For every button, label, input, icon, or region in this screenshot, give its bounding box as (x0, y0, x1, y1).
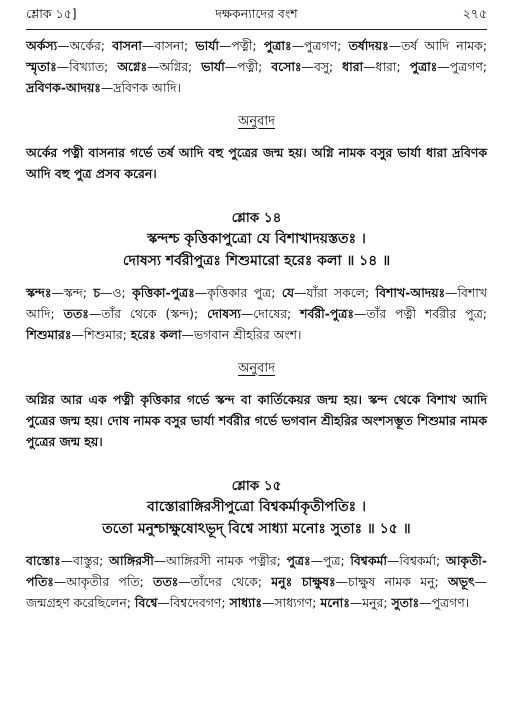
synonym-meaning: —পত্নী; (218, 38, 264, 53)
header-verse-ref: শ্লোক ১৫] (26, 6, 77, 21)
synonym-meaning: —দোষের; (240, 306, 301, 321)
synonym-term: হরেঃ কলা (130, 327, 182, 342)
synonym-term: অর্কস্য (26, 38, 58, 53)
synonym-meaning: —পুত্রগণ। (419, 595, 470, 610)
synonym-term: বিশ্বকর্মা (350, 553, 387, 568)
synonym-term: ভার্যা (201, 59, 225, 74)
translation-heading: অনুবাদ (238, 114, 275, 129)
synonym-meaning: —চাক্ষুষ নামক মনু; (335, 574, 449, 589)
header-chapter-title: দক্ষকন্যাদের বংশ (215, 6, 298, 21)
synonym-meaning: —আকৃতীর পতি; (53, 574, 154, 589)
synonym-meaning: —স্কন্দ; (51, 285, 94, 300)
synonym-term: কৃত্তিকা-পুত্রঃ (132, 285, 195, 300)
verse-15-line-2: ততো মনুশ্চাক্ষুষোঽভূদ্ বিশ্বে সাধ্যা মনোঃ সুতাঃ ॥ ১৫ ॥ (102, 521, 411, 537)
synonym-term: তর্ষাদয়ঃ (348, 38, 389, 53)
synonym-meaning: —বিশাখ আদি; (26, 285, 488, 321)
synonym-term: শর্বরী-পুত্রঃ (300, 306, 354, 321)
synonym-term: ততঃ (63, 306, 89, 321)
synonym-meaning: —অগ্নির; (147, 59, 202, 74)
synonym-meaning: —সাধ্যগণ; (261, 595, 321, 610)
synonym-term: মনোঃ (320, 595, 350, 610)
synonym-meaning: —তাঁর পত্নী শর্বরীর পুত্র; (353, 306, 487, 321)
synonym-meaning: —পুত্রগণ; (437, 59, 487, 74)
synonym-term: বাস্তোঃ (26, 553, 61, 568)
synonym-meaning: —অর্কের; (57, 38, 113, 53)
synonym-meaning: —বাস্তুর; (60, 553, 110, 568)
synonym-term: ততঃ (153, 574, 179, 589)
synonym-meaning: —কৃত্তিকার পুত্র; (194, 285, 282, 300)
synonym-term: বাসনা (112, 38, 142, 53)
synonym-term: পুত্রঃ (286, 553, 311, 568)
synonym-meaning: —তাঁদের থেকে; (178, 574, 272, 589)
synonym-meaning: —যাঁরা সকলে; (293, 285, 376, 300)
synonym-meaning: —মনুর; (349, 595, 392, 610)
synonym-meaning: —পত্নী; (224, 59, 272, 74)
synonym-meaning: —ভগবান শ্রীহরির অংশ। (181, 327, 302, 342)
synonym-term: অগ্নেঃ (117, 59, 148, 74)
synonym-term: ভার্যা (195, 38, 219, 53)
page-content (26, 35, 487, 613)
synonym-term: শিশুমারঃ (26, 327, 72, 342)
synonym-term: বসোঃ (271, 59, 302, 74)
synonym-term: যে (281, 285, 294, 300)
synonym-term: মনুঃ চাক্ষুষঃ (271, 574, 336, 589)
synonyms-verse-14 (26, 282, 487, 345)
synonym-meaning: —বসু; (301, 59, 343, 74)
synonym-meaning: —জন্মগ্রহণ করেছিলেন; (26, 574, 487, 610)
synonym-term: পুত্রাঃ (263, 38, 292, 53)
synonym-term: আকৃতী-পতিঃ (26, 553, 487, 589)
translation-verse-13: অর্কের পত্নী বাসনার গর্ভে তর্ষ আদি বহু পুত্রের জন্ম হয়। অগ্নি নামক বসুর ভার্যা ধারা দ্রবিণক আদি বহু পুত্র প্রসব করেন। (26, 145, 487, 181)
synonym-meaning: —বিশ্বদেবগণ; (157, 595, 230, 610)
synonym-meaning: —পুত্র; (310, 553, 351, 568)
header-page-number: ২৭৫ (462, 6, 487, 21)
synonym-term: দ্রবিণক-আদয়ঃ (26, 80, 101, 95)
verse-15-title: শ্লোক ১৫ (231, 478, 282, 494)
synonym-term: বিশ্বে (134, 595, 158, 610)
synonym-meaning: —আঙ্গিরসী নামক পত্নীর; (153, 553, 287, 568)
synonym-term: অভূৎ (448, 574, 475, 589)
verse-15-line-1: বাস্তোরাঙ্গিরসীপুত্রো বিশ্বকর্মাকৃতীপতিঃ । (146, 499, 367, 515)
synonym-term: বিশাখ-আদয়ঃ (375, 285, 446, 300)
synonym-meaning: —শিশুমার; (71, 327, 131, 342)
translation-verse-14: অগ্নির আর এক পত্নী কৃত্তিকার গর্ভে স্কন্দ বা কার্তিকেয়র জন্ম হয়। স্কন্দ থেকে বিশাখ আদি পুত্রের জন্ম হয়। দোষ নামক বসুর ভার্যা শর্বরীর গর্ভে ভগবান শ্রীহরির অংশসম্ভূত শিশুমার নামক পুত্রের জন্ম হয়। (26, 392, 487, 449)
synonym-term: স্কন্দঃ (26, 285, 52, 300)
synonym-meaning: —পুত্রগণ; (291, 38, 349, 53)
synonym-term: সাধ্যাঃ (229, 595, 262, 610)
verse-14-line-2: দোষস্য শর্বরীপুত্রঃ শিশুমারো হরেঃ কলা ॥ ১৪ ॥ (122, 253, 391, 269)
synonym-meaning: —ধারা; (363, 59, 410, 74)
synonym-term: পুত্রাঃ (409, 59, 438, 74)
synonym-meaning: —তর্ষ আদি নামক; (388, 38, 488, 53)
synonym-meaning: —ও; (100, 285, 133, 300)
synonym-meaning: —তাঁর থেকে (স্কন্দ); (88, 306, 208, 321)
synonym-meaning: —দ্রবিণক আদি। (100, 80, 181, 95)
verse-14-title: শ্লোক ১৪ (231, 210, 282, 226)
translation-heading: অনুবাদ (238, 361, 275, 376)
verse-14-line-1: স্কন্দশ্চ কৃত্তিকাপুত্রো যে বিশাখাদয়স্ততঃ । (147, 231, 366, 247)
page-header (26, 6, 487, 30)
synonym-term: সুতাঃ (391, 595, 420, 610)
synonyms-verse-15 (26, 550, 487, 613)
synonym-term: দোষস্য (207, 306, 241, 321)
synonym-term: আঙ্গিরসী (109, 553, 154, 568)
synonym-term: চ (93, 285, 101, 300)
synonym-meaning: —বাসনা; (141, 38, 196, 53)
synonym-meaning: —বিশ্বকর্মা; (386, 553, 446, 568)
synonyms-verse-13 (26, 35, 487, 98)
synonym-term: ধারা (342, 59, 364, 74)
synonym-meaning: —বিখ্যাত; (56, 59, 118, 74)
synonym-term: স্মৃতাঃ (26, 59, 57, 74)
